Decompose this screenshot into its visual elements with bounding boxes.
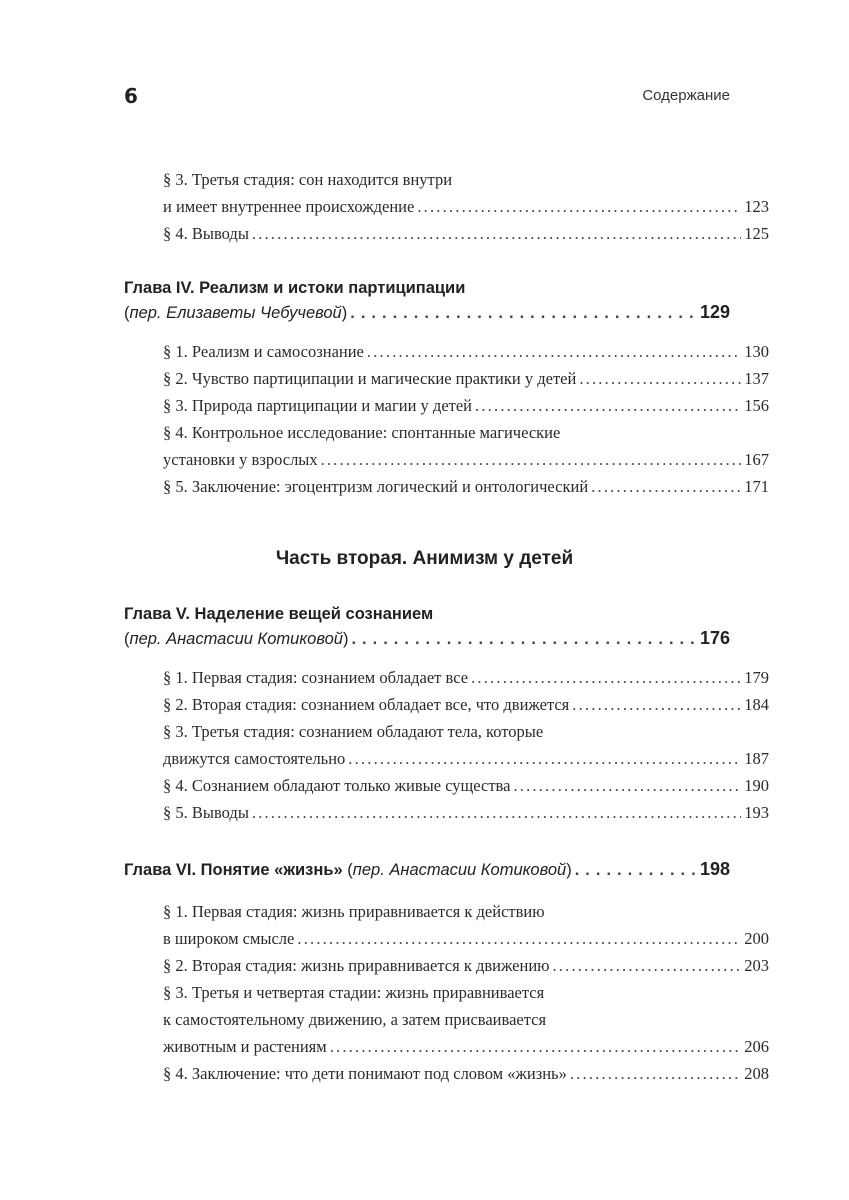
- chapter4-sections: [124, 338, 769, 500]
- chapter-title: Глава V. Наделение вещей сознанием: [124, 605, 434, 623]
- page-ref: 125: [744, 224, 769, 243]
- toc-entry[interactable]: § 2. Чувство партиципации и магические практики у детей ..... 137: [163, 365, 769, 392]
- toc-entry[interactable]: § 3. Природа партиципации и магии у детей ..... 156: [163, 392, 769, 419]
- chapter-title: Глава IV. Реализм и истоки партиципации: [124, 279, 466, 297]
- toc-entry[interactable]: § 4. Заключение: что дети понимают под словом «жизнь» ..... 208: [163, 1060, 769, 1087]
- page-number: 6: [124, 84, 138, 108]
- toc-entry[interactable]: § 3. Третья и четвертая стадии: жизнь приравнивается к самостоятельному движению, а затем присваивается животным и растениям ..... 206: [163, 979, 769, 1060]
- page-ref: 176: [699, 628, 730, 648]
- page-ref: 129: [699, 302, 730, 322]
- toc-entry[interactable]: § 1. Первая стадия: сознанием обладает все ..... 179: [163, 664, 769, 691]
- translator: пер. Елизаветы Чебучевой: [129, 304, 342, 322]
- toc-entry[interactable]: § 1. Реализм и самосознание ..... 130: [163, 338, 769, 365]
- toc-entry[interactable]: § 5. Заключение: эгоцентризм логический и онтологический ..... 171: [163, 473, 769, 500]
- part-heading: Часть вторая. Анимизм у детей: [275, 548, 574, 569]
- toc-entry[interactable]: § 2. Вторая стадия: жизнь приравнивается к движению ..... 203: [163, 952, 769, 979]
- leader-dots: [252, 220, 741, 247]
- page-ref: 198: [699, 859, 730, 879]
- toc-top-sections: [124, 166, 769, 247]
- chapter6-sections: [124, 898, 769, 1087]
- toc-entry[interactable]: § 2. Вторая стадия: сознанием обладает все, что движется ..... 184: [163, 691, 769, 718]
- toc-entry[interactable]: § 4. Контрольное исследование: спонтанные магические установки у взрослых ..... 167: [163, 419, 769, 473]
- toc-entry[interactable]: § 5. Выводы ..... 193: [163, 799, 769, 826]
- leader-dots: [350, 301, 697, 325]
- chapter-title: Глава VI. Понятие «жизнь»: [124, 861, 343, 879]
- chapter-heading-5[interactable]: Глава V. Наделение вещей сознанием (пер. Анастасии Котиковой) ..... 176: [124, 602, 730, 651]
- translator: пер. Анастасии Котиковой: [352, 861, 567, 879]
- toc-entry[interactable]: § 4. Сознанием обладают только живые существа ..... 190: [163, 772, 769, 799]
- toc-entry[interactable]: § 4. Выводы ..... 125: [163, 220, 769, 247]
- leader-dots: [575, 858, 697, 882]
- toc-entry[interactable]: § 1. Первая стадия: жизнь приравнивается к действию в широком смысле ..... 200: [163, 898, 769, 952]
- chapter-heading-6[interactable]: Глава VI. Понятие «жизнь» (пер. Анастасии Котиковой) ..... 198: [124, 857, 730, 882]
- page-ref: 123: [744, 197, 769, 216]
- leader-dots: [351, 627, 697, 651]
- translator: пер. Анастасии Котиковой: [129, 630, 343, 648]
- toc-entry[interactable]: § 3. Третья стадия: сон находится внутри и имеет внутреннее происхождение ..... 123: [163, 166, 769, 220]
- toc-entry[interactable]: § 3. Третья стадия: сознанием обладают тела, которые движутся самостоятельно ..... 187: [163, 718, 769, 772]
- leader-dots: [417, 193, 741, 220]
- chapter5-sections: [124, 664, 769, 826]
- running-title: Содержание: [642, 87, 730, 104]
- chapter-heading-4[interactable]: Глава IV. Реализм и истоки партиципации (пер. Елизаветы Чебучевой) ..... 129: [124, 276, 730, 325]
